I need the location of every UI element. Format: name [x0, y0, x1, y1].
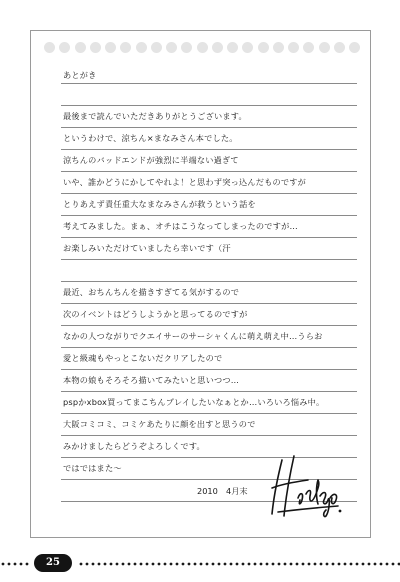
binder-hole	[334, 42, 345, 53]
border-dot	[344, 563, 347, 566]
border-dot	[98, 563, 101, 566]
afterword-heading: あとがき	[63, 70, 97, 80]
border-dot	[392, 563, 395, 566]
border-dot	[200, 563, 203, 566]
border-dot	[110, 563, 113, 566]
border-dot	[362, 563, 365, 566]
binder-hole	[273, 42, 284, 53]
border-dot	[170, 563, 173, 566]
text-line: 涼ちんのバッドエンドが強烈に半端ない過ぎて	[63, 155, 239, 165]
binder-hole	[75, 42, 86, 53]
border-dot	[320, 563, 323, 566]
border-dot	[326, 563, 329, 566]
border-dot	[314, 563, 317, 566]
border-dot	[290, 563, 293, 566]
border-dot	[374, 563, 377, 566]
border-dot	[128, 563, 131, 566]
binder-hole	[136, 42, 147, 53]
ruled-line	[61, 413, 357, 414]
border-dot	[356, 563, 359, 566]
border-dot	[278, 563, 281, 566]
border-dot	[8, 563, 11, 566]
binder-hole	[44, 42, 55, 53]
text-line: みかけましたらどうぞよろしくです。	[63, 441, 205, 451]
border-dot	[266, 563, 269, 566]
border-dot	[386, 563, 389, 566]
ruled-line	[61, 127, 357, 128]
border-dot	[272, 563, 275, 566]
ruled-line	[61, 215, 357, 216]
border-dot	[140, 563, 143, 566]
border-dot	[218, 563, 221, 566]
border-dot	[206, 563, 209, 566]
border-dot	[188, 563, 191, 566]
border-dot	[296, 563, 299, 566]
border-dot	[350, 563, 353, 566]
border-dot	[26, 563, 29, 566]
border-dot	[254, 563, 257, 566]
text-line: pspかxbox買ってまこちんプレイしたいなぁとか…いろいろ悩み中。	[63, 397, 325, 407]
ruled-line	[61, 105, 357, 106]
binder-hole	[120, 42, 131, 53]
border-dot	[14, 563, 17, 566]
border-dot	[164, 563, 167, 566]
border-dot	[332, 563, 335, 566]
binder-hole	[90, 42, 101, 53]
border-dot	[182, 563, 185, 566]
border-dot	[224, 563, 227, 566]
text-line: いや、誰かどうにかしてやれよ！と思わず突っ込んだものですが	[63, 177, 307, 187]
text-line: 本物の娘もそろそろ描いてみたいと思いつつ…	[63, 375, 240, 385]
ruled-line	[61, 347, 357, 348]
ruled-line	[61, 149, 357, 150]
text-line: 次のイベントはどうしようかと思ってるのですが	[63, 309, 248, 319]
page-number: 25	[34, 554, 72, 572]
binder-hole	[288, 42, 299, 53]
text-line: 最近、おちんちんを描きすぎてる気がするので	[63, 287, 240, 297]
text-line: というわけで、涼ちん×まなみさん本でした。	[63, 133, 238, 143]
text-line: お楽しみいただけていましたら幸いです（汗	[63, 243, 231, 253]
border-dot	[368, 563, 371, 566]
ruled-line	[61, 193, 357, 194]
ruled-line	[61, 325, 357, 326]
ruled-line	[61, 259, 357, 260]
border-dot	[284, 563, 287, 566]
handwritten-signature	[268, 454, 348, 520]
text-line: ではではまた～	[63, 463, 122, 473]
text-line: 最後まで読んでいただきありがとうございます。	[63, 111, 247, 121]
text-line: 考えてみました。まぁ、オチはこうなってしまったのですが…	[63, 221, 298, 231]
binder-hole	[212, 42, 223, 53]
border-dot	[242, 563, 245, 566]
border-dot	[146, 563, 149, 566]
border-dot	[80, 563, 83, 566]
binder-hole	[303, 42, 314, 53]
border-dot	[308, 563, 311, 566]
border-dot	[104, 563, 107, 566]
ruled-line	[61, 281, 357, 282]
ruled-line	[61, 237, 357, 238]
border-dot	[248, 563, 251, 566]
binder-hole	[242, 42, 253, 53]
border-dot	[116, 563, 119, 566]
text-line: なかの人つながりでクエイサーのサーシャくんに萌え萌え中…うらお	[63, 331, 323, 341]
ruled-line	[61, 171, 357, 172]
border-dot	[134, 563, 137, 566]
binder-hole	[59, 42, 70, 53]
ruled-line	[61, 435, 357, 436]
border-dot	[302, 563, 305, 566]
binder-hole	[258, 42, 269, 53]
border-dot	[20, 563, 23, 566]
ruled-line	[61, 83, 357, 84]
text-line: とりあえず責任重大なまなみさんが救うという話を	[63, 199, 256, 209]
border-dot	[176, 563, 179, 566]
border-dot	[2, 563, 5, 566]
text-line: 愛と級魂もやっとこないだクリアしたので	[63, 353, 223, 363]
border-dot	[260, 563, 263, 566]
border-dot	[92, 563, 95, 566]
border-dot	[86, 563, 89, 566]
binder-holes	[44, 42, 360, 54]
date-text: 2010 4月末	[197, 486, 248, 496]
binder-hole	[319, 42, 330, 53]
binder-hole	[166, 42, 177, 53]
text-line: 大阪コミコミ、コミケあたりに顔を出すと思うので	[63, 419, 256, 429]
border-dot	[338, 563, 341, 566]
binder-hole	[349, 42, 360, 53]
binder-hole	[105, 42, 116, 53]
border-dot	[152, 563, 155, 566]
border-dot	[212, 563, 215, 566]
border-dot	[194, 563, 197, 566]
binder-hole	[227, 42, 238, 53]
border-dot	[158, 563, 161, 566]
binder-hole	[197, 42, 208, 53]
binder-hole	[181, 42, 192, 53]
border-dot	[380, 563, 383, 566]
binder-hole	[151, 42, 162, 53]
border-dot	[236, 563, 239, 566]
border-dot	[122, 563, 125, 566]
ruled-line	[61, 369, 357, 370]
border-dot	[230, 563, 233, 566]
ruled-line	[61, 391, 357, 392]
ruled-line	[61, 303, 357, 304]
